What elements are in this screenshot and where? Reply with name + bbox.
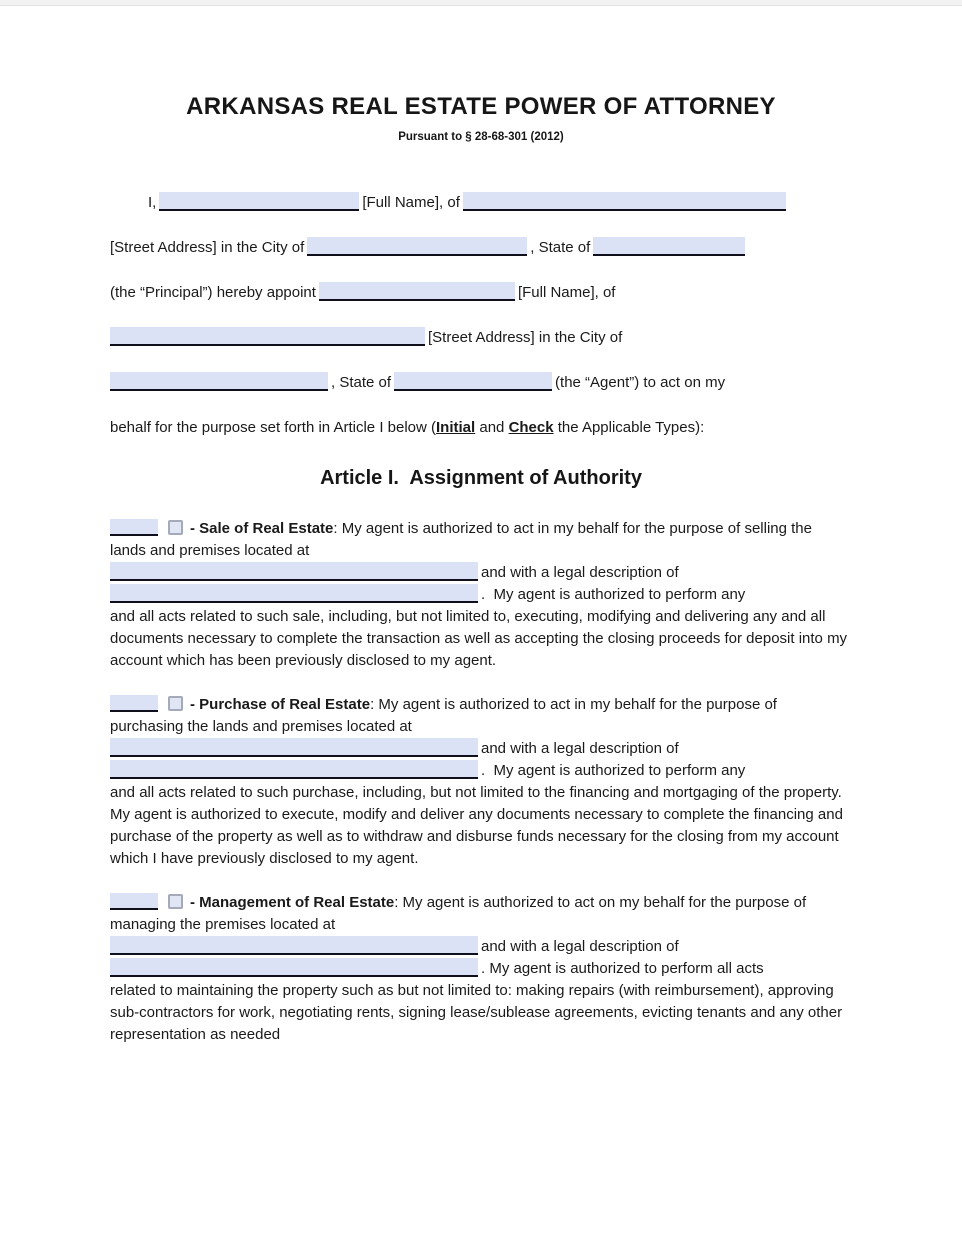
intro-line2-pre: [Street Address] in the City of — [110, 239, 305, 256]
section-management-of-real-estate — [110, 892, 852, 1046]
sale-body-text: and all acts related to such sale, including, but not limited to, executing, modifying and delivering any and all documents necessary to complete the transaction as well as accepting the closing proceeds for deposit into my account which has been previously disclosed to my agent. — [110, 608, 848, 669]
closing-part3: the Applicable Types): — [553, 419, 705, 436]
agent-state-field[interactable] — [394, 372, 552, 391]
closing-check-emphasis: Check — [508, 419, 554, 436]
purchase-label: - Purchase of Real Estate — [190, 696, 371, 713]
sale-premises-field[interactable] — [110, 562, 478, 581]
purchase-after-premises-text: and with a legal description of — [481, 740, 679, 757]
management-lead-line — [110, 892, 852, 936]
document-page — [0, 6, 962, 1046]
agent-street-address-field[interactable] — [110, 327, 425, 346]
intro-line1-pre: I, — [148, 194, 157, 211]
purchase-lead-line — [110, 694, 852, 738]
intro-line2-mid: , State of — [530, 239, 591, 256]
sale-after-legal-text: . My agent is authorized to perform any — [481, 586, 746, 603]
intro-closing-paragraph — [110, 417, 852, 439]
intro-line-4 — [110, 327, 852, 349]
intro-line4-post: [Street Address] in the City of — [428, 329, 623, 346]
management-lead-text: : My agent is authorized to act on my behalf for the purpose of managing the premises located at — [110, 894, 807, 933]
agent-city-field[interactable] — [110, 372, 328, 391]
purchase-legal-line — [110, 760, 852, 782]
principal-full-name-field[interactable] — [159, 192, 359, 211]
sale-initials-field[interactable] — [110, 519, 158, 536]
management-premises-line — [110, 936, 852, 958]
section-sale-of-real-estate — [110, 518, 852, 672]
purchase-initials-field[interactable] — [110, 695, 158, 712]
principal-state-field[interactable] — [593, 237, 745, 256]
sale-legal-description-field[interactable] — [110, 584, 478, 603]
principal-address-field[interactable] — [463, 192, 786, 211]
sale-label: - Sale of Real Estate — [190, 520, 334, 537]
purchase-legal-description-field[interactable] — [110, 760, 478, 779]
agent-full-name-field[interactable] — [319, 282, 515, 301]
sale-lead-line — [110, 518, 852, 562]
management-premises-field[interactable] — [110, 936, 478, 955]
article1-heading: Article I. Assignment of Authority — [320, 467, 642, 489]
sale-premises-line — [110, 562, 852, 584]
intro-line-2 — [110, 237, 852, 259]
closing-part2: and — [475, 419, 509, 436]
sale-after-premises-text: and with a legal description of — [481, 564, 679, 581]
intro-line1-mid: [Full Name], of — [362, 194, 460, 211]
intro-line5-post: (the “Agent”) to act on my — [555, 374, 726, 391]
management-body-text: related to maintaining the property such as but not limited to: making repairs (with reimbursement), approving sub-contractors for work, negotiating rents, signing lease/sublease agreements, evicting tenants and any other representation as needed — [110, 982, 843, 1043]
intro-line3-post: [Full Name], of — [517, 284, 616, 301]
intro-line-1 — [110, 192, 852, 214]
sale-lead-text: : My agent is authorized to act in my behalf for the purpose of selling the lands and premises located at — [110, 520, 812, 559]
management-after-premises-text: and with a legal description of — [481, 938, 679, 955]
purchase-after-legal-text: . My agent is authorized to perform any — [481, 762, 746, 779]
purchase-lead-text: : My agent is authorized to act in my behalf for the purpose of purchasing the lands and premises located at — [110, 696, 777, 735]
management-label: - Management of Real Estate — [190, 894, 395, 911]
purchase-premises-line — [110, 738, 852, 760]
management-legal-description-field[interactable] — [110, 958, 478, 977]
sale-checkbox[interactable] — [168, 520, 183, 535]
intro-line5-mid: , State of — [331, 374, 392, 391]
document-title: ARKANSAS REAL ESTATE POWER OF ATTORNEY — [186, 93, 776, 120]
principal-city-field[interactable] — [307, 237, 527, 256]
purchase-premises-field[interactable] — [110, 738, 478, 757]
intro-line-5 — [110, 372, 852, 394]
purchase-checkbox[interactable] — [168, 696, 183, 711]
closing-part1: behalf for the purpose set forth in Article I below ( — [110, 419, 437, 436]
management-legal-line — [110, 958, 852, 980]
closing-initial-emphasis: Initial — [436, 419, 476, 436]
intro-line-3 — [110, 282, 852, 304]
intro-line3-pre: (the “Principal”) hereby appoint — [110, 284, 316, 301]
management-after-legal-text: . My agent is authorized to perform all acts — [481, 960, 764, 977]
document-subtitle: Pursuant to § 28-68-301 (2012) — [398, 131, 564, 143]
sale-legal-line — [110, 584, 852, 606]
section-purchase-of-real-estate — [110, 694, 852, 870]
purchase-body-text: and all acts related to such purchase, including, but not limited to the financing and mortgaging of the property. My agent is authorized to execute, modify and deliver any documents necessary to complete the financing and purchase of the property as well as to withdraw and disburse funds necessary for the closing from my account which I have previously disclosed to my agent. — [110, 784, 843, 867]
management-initials-field[interactable] — [110, 893, 158, 910]
management-checkbox[interactable] — [168, 894, 183, 909]
